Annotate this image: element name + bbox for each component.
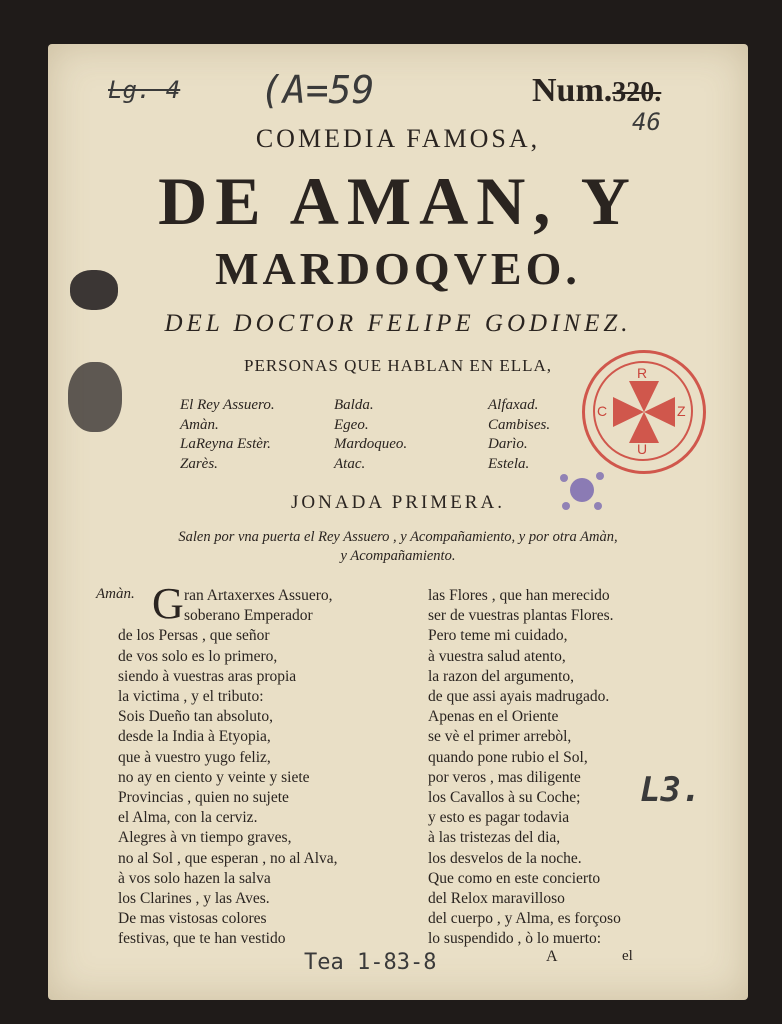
- verse-line: del Relox maravilloso: [428, 890, 565, 908]
- catchword: el: [622, 948, 633, 964]
- verse-line: la razon del argumento,: [428, 667, 575, 685]
- ink-blot: [70, 270, 118, 310]
- verse-line: el Alma, con la cerviz.: [118, 809, 258, 827]
- verse-column-left: [118, 586, 418, 950]
- verse-line: lo suspendido , ò lo muerto:: [428, 930, 602, 948]
- verse-line: no al Sol , que esperan , no al Alva,: [118, 849, 338, 867]
- cast-name: Amàn.: [180, 416, 219, 433]
- verse-line: ran Artaxerxes Assuero,: [184, 587, 333, 604]
- stage-direction-line: y Acompañamiento.: [340, 548, 456, 564]
- cast-name: Cambises.: [488, 416, 551, 433]
- verse-line: la victima , y el tributo:: [118, 688, 264, 706]
- cast-name: Mardoqueo.: [334, 436, 408, 452]
- annotation-top-left: Lg. 4: [108, 76, 181, 104]
- speaker-label: Amàn.: [96, 586, 135, 602]
- cast-name: Alfaxad.: [488, 397, 539, 413]
- cast-name: LaReyna Estèr.: [180, 436, 271, 452]
- verse-line: festivas, que te han vestido: [118, 930, 286, 948]
- verse-line: Apenas en el Oriente: [428, 708, 559, 726]
- verse-line: Alegres à vn tiempo graves,: [118, 829, 292, 847]
- verse-line: de vos solo es lo primero,: [118, 647, 278, 665]
- verse-line: soberano Emperador: [184, 607, 313, 625]
- verse-line: desde la India à Etyopia,: [118, 728, 271, 746]
- verse-line: Provincias , quien no sujete: [118, 789, 289, 807]
- verse-line: quando pone rubio el Sol,: [428, 748, 588, 766]
- verse-line: Sois Dueño tan absoluto,: [118, 708, 273, 726]
- stamp-letter: R: [637, 365, 648, 381]
- shelfmark: Tea 1-83-8: [304, 950, 437, 975]
- cast-column-1: [180, 396, 275, 474]
- cast-name: Atac.: [334, 455, 366, 472]
- verse-line: siendo à vuestras aras propia: [118, 667, 297, 685]
- stamp-letter: U: [637, 441, 648, 457]
- signature-mark: A: [546, 948, 558, 965]
- cast-name: Estela.: [488, 455, 530, 472]
- verse-line: por veros , mas diligente: [428, 768, 581, 786]
- verse-line: De mas vistosas colores: [118, 910, 267, 928]
- act-title: JONADA PRIMERA.: [291, 492, 505, 513]
- verse-line: que à vuestro yugo feliz,: [118, 748, 271, 766]
- verse-column-right: [428, 586, 688, 950]
- annotation-number-below: 46: [632, 108, 661, 136]
- stage-direction: [48, 528, 748, 566]
- cast-name: El Rey Assuero.: [180, 397, 275, 413]
- number-struck: 320.: [612, 77, 662, 108]
- title-line3: MARDOQVEO.: [215, 243, 581, 294]
- verse-line: de que assi ayais madrugado.: [428, 688, 610, 706]
- cast-column-2: [334, 396, 407, 474]
- cast-heading: PERSONAS QUE HABLAN EN ELLA,: [243, 356, 553, 375]
- verse-line: los desvelos de la noche.: [428, 849, 582, 867]
- stamp-letter: C: [597, 403, 608, 419]
- verse-line: se vè el primer arrebòl,: [428, 728, 572, 746]
- maltese-cross-icon: [607, 375, 681, 449]
- number-label: Num.: [532, 72, 613, 109]
- verse-line: de los Persas , que señor: [118, 627, 270, 645]
- library-stamp: [582, 350, 706, 474]
- verse-line: las Flores , que han merecido: [428, 587, 610, 604]
- verse-line: Pero teme mi cuidado,: [428, 627, 568, 645]
- cast-name: Darìo.: [488, 436, 528, 452]
- cast-name: Balda.: [334, 397, 374, 413]
- verse-line: Que como en este concierto: [428, 869, 601, 887]
- verse-line: los Clarines , y las Aves.: [118, 890, 270, 908]
- cast-column-3: [488, 396, 550, 474]
- verse-line: à vuestra salud atento,: [428, 647, 566, 665]
- book-page: [48, 44, 748, 1000]
- drop-cap: G: [152, 579, 184, 628]
- stage-direction-line: Salen por vna puerta el Rey Assuero , y Acompañamiento, y por otra Amàn,: [178, 529, 618, 545]
- verse-line: ser de vuestras plantas Flores.: [428, 607, 614, 625]
- annotation-top-center: (A=59: [260, 68, 375, 112]
- annotation-marginal: L3.: [640, 770, 702, 810]
- verse-line: no ay en ciento y veinte y siete: [118, 768, 310, 786]
- title-line1: COMEDIA FAMOSA,: [255, 124, 541, 153]
- cast-name: Egeo.: [334, 416, 369, 433]
- author-line: DEL DOCTOR FELIPE GODINEZ.: [164, 310, 632, 337]
- verse-line: à las tristezas del dia,: [428, 829, 561, 847]
- cast-name: Zarès.: [180, 455, 218, 472]
- verse-line: y esto es pagar todavia: [428, 809, 570, 827]
- verse-line: los Cavallos à su Coche;: [428, 789, 581, 807]
- verse-line: à vos solo hazen la salva: [118, 869, 271, 887]
- verse-line: del cuerpo , y Alma, es forçoso: [428, 910, 621, 928]
- title-line2: DE AMAN, Y: [158, 163, 638, 239]
- ink-blot: [68, 362, 122, 432]
- stamp-letter: Z: [677, 403, 686, 419]
